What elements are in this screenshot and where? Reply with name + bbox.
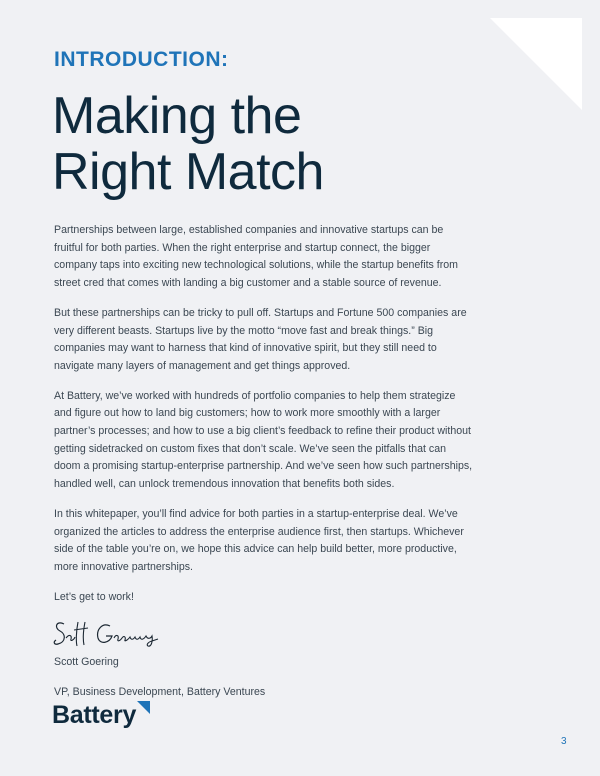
signer-title: VP, Business Development, Battery Ventures	[54, 686, 266, 699]
page-number: 3	[561, 736, 567, 747]
page-title	[52, 88, 324, 200]
handwritten-signature	[52, 618, 162, 648]
battery-logo	[52, 700, 150, 730]
paragraph: But these partnerships can be tricky to pull off. Startups and Fortune 500 companies are very different beasts. Startups live by the motto “move fast and break things.” Big companies may want to harness that kind of innovative spirit, but they still need to navigate many layers of management and get things approved.	[54, 306, 467, 372]
closing-line: Let’s get to work!	[54, 590, 134, 603]
title-line-1: Making the	[52, 87, 302, 145]
title-line-2: Right Match	[52, 143, 324, 201]
logo-text: Battery	[52, 701, 137, 729]
section-kicker: INTRODUCTION:	[54, 48, 229, 71]
paragraph: In this whitepaper, you’ll find advice for both parties in a startup-enterprise deal. We’ve organized the articles to address the enterprise audience first, then startups. Whichever side of the table you’re on, we hope this advice can help build better, more productive, more innovative partnerships.	[54, 507, 464, 573]
paragraph: At Battery, we’ve worked with hundreds of portfolio companies to help them strategize and figure out how to land big customers; how to work more smoothly with a larger partner’s processes; and how to use a big client’s feedback to refine their product without getting sidetracked on custom fixes that don’t scale. We’ve seen the pitfalls that can doom a promising startup-enterprise partnership. And we’ve seen how such partnerships, handled well, can unlock tremendous innovation that benefits both sides.	[54, 389, 473, 491]
body-text	[54, 222, 474, 714]
paragraph: Partnerships between large, established companies and innovative startups can be fruitful for both parties. When the right enterprise and startup connect, the bigger company taps into exciting new technological solutions, while the startup benefits from street cred that comes with landing a big customer and a stable source of revenue.	[54, 224, 458, 290]
logo-triangle-icon	[137, 701, 150, 714]
page-corner-decoration	[490, 18, 582, 110]
signer-name: Scott Goering	[54, 656, 119, 669]
